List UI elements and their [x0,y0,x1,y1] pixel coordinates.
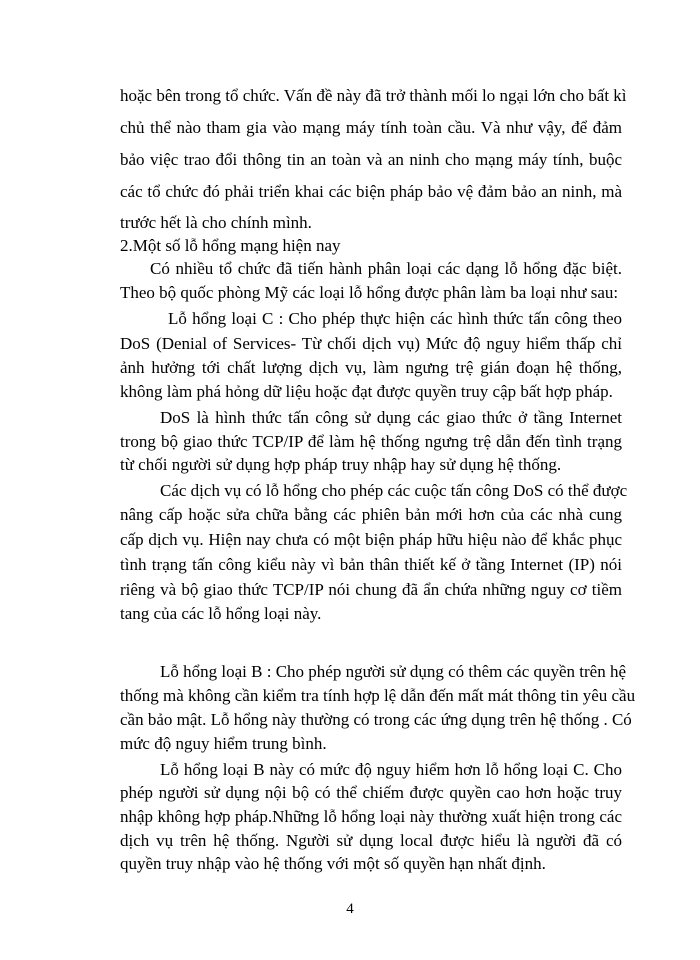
text-line: Lỗ hổng loại B này có mức độ nguy hiểm hơn lỗ hổng loại C. Cho [160,760,622,779]
text-line: dịch vụ trên hệ thống. Người sử dụng local được hiểu là người đã có [120,831,622,850]
page-number: 4 [346,901,354,917]
text-line: tang của các lỗ hổng loại này. [120,604,322,623]
text-line: thống mà không cần kiểm tra tính hợp lệ dẫn đến mất mát thông tin yêu cầu [120,686,636,705]
text-line: mức độ nguy hiểm trung bình. [120,734,327,753]
text-line: DoS là hình thức tấn công sử dụng các giao thức ở tầng Internet [160,408,622,427]
text-line: Các dịch vụ có lỗ hổng cho phép các cuộc tấn công DoS có thể được [160,481,628,500]
section-heading: 2.Một số lỗ hổng mạng hiện nay [120,236,341,255]
text-line: từ chối người sử dụng hợp pháp truy nhập hay sử dụng hệ thống. [120,455,562,474]
text-line: trước hết là cho chính mình. [120,213,312,232]
text-line: tình trạng tấn công kiểu này vì bản thân thiết kế ở tầng Internet (IP) nói [120,555,622,574]
text-line: không làm phá hỏng dữ liệu hoặc đạt được quyền truy cập bất hợp pháp. [120,382,613,401]
text-line: ảnh hưởng tới chất lượng dịch vụ, làm ngưng trệ gián đoạn hệ thống, [120,358,622,377]
text-line: Theo bộ quốc phòng Mỹ các loại lỗ hổng được phân làm ba loại như sau: [120,283,619,302]
text-line: phép người sử dụng nội bộ có thể chiếm được quyền cao hơn hoặc truy [120,783,622,802]
text-line: nhập không hợp pháp.Những lỗ hổng loại này thường xuất hiện trong các [120,807,622,826]
text-line: các tổ chức đó phải triển khai các biện pháp bảo vệ đảm bảo an ninh, mà [120,182,622,201]
text-line: Có nhiều tổ chức đã tiến hành phân loại các dạng lỗ hổng đặc biệt. [150,259,622,278]
text-line: Lỗ hổng loại C : Cho phép thực hiện các hình thức tấn công theo [168,309,622,328]
text-line: hoặc bên trong tổ chức. Vấn đề này đã trở thành mối lo ngại lớn cho bất kì [120,86,627,105]
text-line: nâng cấp hoặc sửa chữa bằng các phiên bản mới hơn của các nhà cung [120,505,622,524]
text-line: chủ thể nào tham gia vào mạng máy tính toàn cầu. Và như vậy, để đảm [120,118,622,137]
text-line: Lỗ hổng loại B : Cho phép người sử dụng có thêm các quyền trên hệ [160,662,627,681]
text-line: cấp dịch vụ. Hiện nay chưa có một biện pháp hữu hiệu nào để khắc phục [120,530,622,549]
text-line: bảo việc trao đổi thông tin an toàn và an ninh cho mạng máy tính, buộc [120,150,622,169]
text-line: quyền truy nhập vào hệ thống với một số quyền hạn nhất định. [120,854,546,873]
text-line: DoS (Denial of Services- Từ chối dịch vụ) Mức độ nguy hiểm thấp chỉ [120,334,622,353]
text-line: cần bảo mật. Lỗ hổng này thường có trong các ứng dụng trên hệ thống . Có [120,710,632,729]
text-line: riêng và bộ giao thức TCP/IP nói chung đã ẩn chứa những nguy cơ tiềm [120,580,622,599]
text-line: trong bộ giao thức TCP/IP để làm hệ thống ngưng trệ dẫn đến tình trạng [120,432,622,451]
